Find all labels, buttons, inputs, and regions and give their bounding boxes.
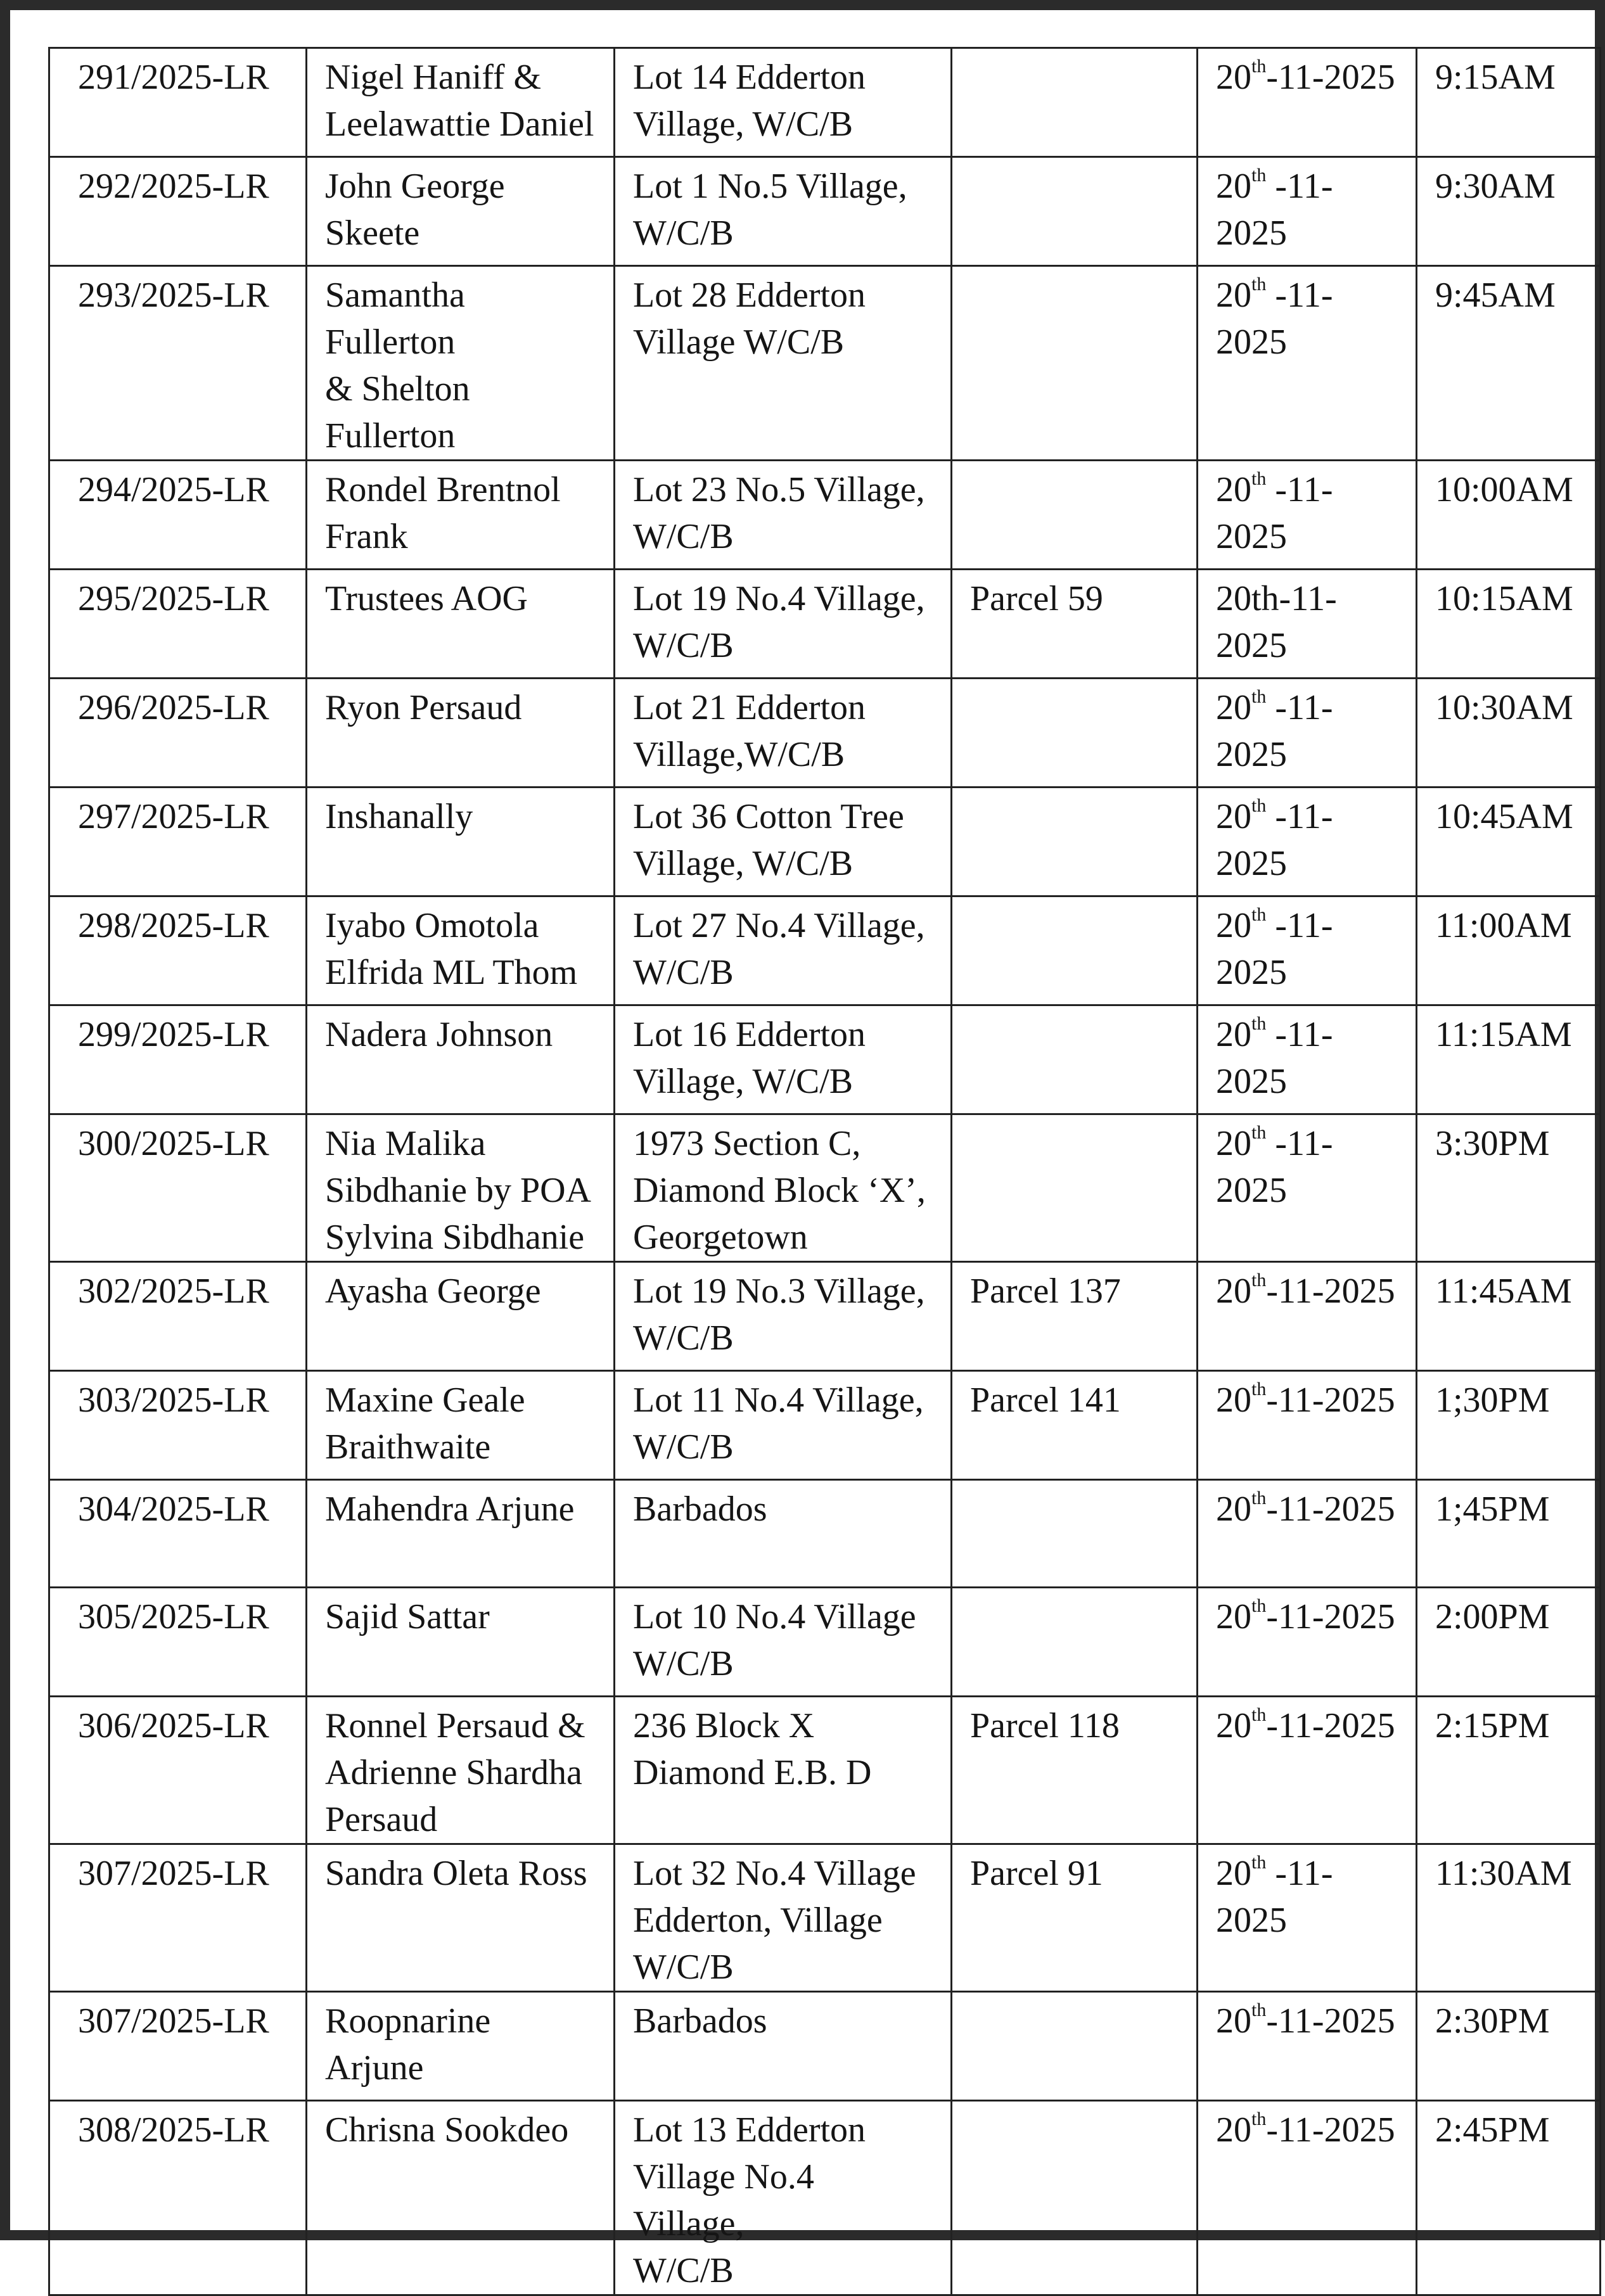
applicant-name-cell: John George Skeete	[307, 157, 615, 266]
property-address-cell: Lot 19 No.4 Village, W/C/B	[615, 570, 952, 679]
date-month-year: -11-2025	[1216, 688, 1333, 774]
date-ordinal-suffix: th	[1251, 1270, 1267, 1291]
table-row	[49, 1588, 1601, 1697]
parcel-cell	[952, 2101, 1198, 2295]
parcel-cell: Parcel 91	[952, 1844, 1198, 1992]
parcel-cell: Parcel 59	[952, 570, 1198, 679]
case-number-cell: 306/2025-LR	[49, 1697, 307, 1844]
date-day: 20	[1216, 2001, 1251, 2041]
property-address-cell: Lot 13 Edderton Village No.4 Village, W/C/B	[615, 2101, 952, 2295]
case-number-cell: 291/2025-LR	[49, 48, 307, 157]
hearing-time-cell: 9:45AM	[1417, 266, 1601, 461]
hearing-time-cell: 11:45AM	[1417, 1262, 1601, 1371]
date-month-year: -11-2025	[1266, 58, 1395, 97]
property-address-cell: Lot 21 Edderton Village,W/C/B	[615, 679, 952, 788]
date-day: 20	[1216, 276, 1251, 315]
hearing-date-cell	[1198, 1992, 1417, 2101]
table-row	[49, 570, 1601, 679]
date-day: 20	[1216, 470, 1251, 509]
parcel-cell: Parcel 141	[952, 1371, 1198, 1480]
case-number-cell: 299/2025-LR	[49, 1005, 307, 1114]
date-ordinal-suffix: th	[1251, 274, 1267, 295]
case-number-cell: 308/2025-LR	[49, 2101, 307, 2295]
hearing-time-cell: 11:00AM	[1417, 896, 1601, 1005]
hearing-date-cell	[1198, 1262, 1417, 1371]
date-month-year: -11-2025	[1216, 470, 1333, 556]
date-ordinal-suffix: th	[1251, 468, 1267, 489]
table-row	[49, 1114, 1601, 1262]
hearing-time-cell: 3:30PM	[1417, 1114, 1601, 1262]
applicant-name-cell: Ayasha George	[307, 1262, 615, 1371]
date-day: 20	[1216, 1381, 1251, 1420]
applicant-name-cell: Mahendra Arjune	[307, 1480, 615, 1588]
case-number-cell: 303/2025-LR	[49, 1371, 307, 1480]
date-month-year: -11-2025	[1216, 906, 1333, 992]
hearing-time-cell: 1;45PM	[1417, 1480, 1601, 1588]
property-address-cell: Barbados	[615, 1480, 952, 1588]
table-row	[49, 679, 1601, 788]
date-month-year: -11-2025	[1216, 797, 1333, 883]
date-month-year: -11-2025	[1216, 167, 1333, 253]
applicant-name-cell: Sandra Oleta Ross	[307, 1844, 615, 1992]
hearing-date-cell	[1198, 2101, 1417, 2295]
hearing-date-cell	[1198, 266, 1417, 461]
schedule-body	[49, 48, 1601, 2295]
date-day: 20	[1216, 688, 1251, 727]
hearing-time-cell: 2:15PM	[1417, 1697, 1601, 1844]
case-number-cell: 307/2025-LR	[49, 1992, 307, 2101]
date-ordinal-suffix: th	[1251, 1704, 1267, 1725]
date-month-year: -11-2025	[1266, 1272, 1395, 1311]
hearing-time-cell: 10:15AM	[1417, 570, 1601, 679]
parcel-cell	[952, 1005, 1198, 1114]
date-month-year: -11-2025	[1266, 1706, 1395, 1745]
parcel-cell	[952, 266, 1198, 461]
table-row	[49, 266, 1601, 461]
date-ordinal-suffix: th	[1251, 1488, 1267, 1508]
parcel-cell: Parcel 137	[952, 1262, 1198, 1371]
property-address-cell: Lot 27 No.4 Village, W/C/B	[615, 896, 952, 1005]
date-ordinal-suffix: th	[1251, 1379, 1267, 1400]
applicant-name-cell: Nigel Haniff & Leelawattie Daniel	[307, 48, 615, 157]
property-address-cell: 1973 Section C, Diamond Block ‘X’, Georgetown	[615, 1114, 952, 1262]
case-number-cell: 297/2025-LR	[49, 788, 307, 896]
property-address-cell: Lot 11 No.4 Village, W/C/B	[615, 1371, 952, 1480]
date-ordinal-suffix: th	[1251, 1122, 1267, 1143]
parcel-cell: Parcel 118	[952, 1697, 1198, 1844]
case-number-cell: 305/2025-LR	[49, 1588, 307, 1697]
date-month-year: -11-2025	[1266, 2001, 1395, 2041]
parcel-cell	[952, 461, 1198, 570]
case-number-cell: 298/2025-LR	[49, 896, 307, 1005]
table-row	[49, 1262, 1601, 1371]
table-row	[49, 1992, 1601, 2101]
applicant-name-cell: Rondel Brentnol Frank	[307, 461, 615, 570]
hearing-time-cell: 9:30AM	[1417, 157, 1601, 266]
case-number-cell: 294/2025-LR	[49, 461, 307, 570]
case-number-cell: 293/2025-LR	[49, 266, 307, 461]
date-month-year: -11-2025	[1216, 276, 1333, 362]
property-address-cell: Lot 36 Cotton Tree Village, W/C/B	[615, 788, 952, 896]
date-day: 20	[1216, 167, 1251, 206]
table-row	[49, 48, 1601, 157]
date-ordinal-suffix: th	[1251, 795, 1267, 816]
hearing-date-cell	[1198, 1697, 1417, 1844]
table-row	[49, 1844, 1601, 1992]
date-day: 20	[1216, 797, 1251, 836]
case-number-cell: 295/2025-LR	[49, 570, 307, 679]
date-day: 20	[1216, 1597, 1251, 1636]
parcel-cell	[952, 157, 1198, 266]
hearing-time-cell: 10:30AM	[1417, 679, 1601, 788]
applicant-name-cell: Nia Malika Sibdhanie by POA Sylvina Sibdhanie	[307, 1114, 615, 1262]
hearing-time-cell: 2:00PM	[1417, 1588, 1601, 1697]
hearing-schedule-table	[48, 47, 1601, 2296]
table-row	[49, 1005, 1601, 1114]
date-month-year: -11-2025	[1216, 1854, 1333, 1940]
table-row	[49, 461, 1601, 570]
parcel-cell	[952, 48, 1198, 157]
hearing-date-cell	[1198, 1371, 1417, 1480]
date-day: 20	[1216, 1489, 1251, 1529]
property-address-cell: Lot 14 Edderton Village, W/C/B	[615, 48, 952, 157]
parcel-cell	[952, 1588, 1198, 1697]
hearing-time-cell: 10:45AM	[1417, 788, 1601, 896]
parcel-cell	[952, 896, 1198, 1005]
applicant-name-cell: Inshanally	[307, 788, 615, 896]
case-number-cell: 300/2025-LR	[49, 1114, 307, 1262]
hearing-date-cell	[1198, 1114, 1417, 1262]
table-row	[49, 1480, 1601, 1588]
date-month-year: -11-2025	[1266, 1597, 1395, 1636]
hearing-time-cell: 9:15AM	[1417, 48, 1601, 157]
hearing-time-cell: 11:15AM	[1417, 1005, 1601, 1114]
parcel-cell	[952, 1114, 1198, 1262]
date-month-year: -11-2025	[1216, 1015, 1333, 1101]
applicant-name-cell: Nadera Johnson	[307, 1005, 615, 1114]
table-row	[49, 1371, 1601, 1480]
hearing-date-cell	[1198, 1005, 1417, 1114]
hearing-date-cell	[1198, 157, 1417, 266]
hearing-date-cell	[1198, 1844, 1417, 1992]
hearing-time-cell: 1;30PM	[1417, 1371, 1601, 1480]
property-address-cell: Barbados	[615, 1992, 952, 2101]
hearing-date-cell	[1198, 679, 1417, 788]
date-day: 20	[1216, 58, 1251, 97]
date-day: 20th-11-2025	[1216, 579, 1337, 665]
date-day: 20	[1216, 1015, 1251, 1054]
applicant-name-cell: Roopnarine Arjune	[307, 1992, 615, 2101]
parcel-cell	[952, 1480, 1198, 1588]
applicant-name-cell: Maxine Geale Braithwaite	[307, 1371, 615, 1480]
parcel-cell	[952, 788, 1198, 896]
hearing-time-cell: 2:30PM	[1417, 1992, 1601, 2101]
hearing-time-cell: 10:00AM	[1417, 461, 1601, 570]
date-day: 20	[1216, 1124, 1251, 1163]
table-row	[49, 1697, 1601, 1844]
property-address-cell: Lot 28 Edderton Village W/C/B	[615, 266, 952, 461]
hearing-date-cell	[1198, 788, 1417, 896]
table-row	[49, 788, 1601, 896]
hearing-date-cell	[1198, 461, 1417, 570]
date-ordinal-suffix: th	[1251, 1595, 1267, 1616]
parcel-cell	[952, 679, 1198, 788]
hearing-date-cell	[1198, 1588, 1417, 1697]
case-number-cell: 292/2025-LR	[49, 157, 307, 266]
hearing-date-cell	[1198, 896, 1417, 1005]
date-ordinal-suffix: th	[1251, 904, 1267, 925]
date-month-year: -11-2025	[1266, 2110, 1395, 2150]
property-address-cell: Lot 10 No.4 Village W/C/B	[615, 1588, 952, 1697]
applicant-name-cell: Chrisna Sookdeo	[307, 2101, 615, 2295]
date-month-year: -11-2025	[1266, 1381, 1395, 1420]
applicant-name-cell: Sajid Sattar	[307, 1588, 615, 1697]
case-number-cell: 304/2025-LR	[49, 1480, 307, 1588]
hearing-time-cell: 2:45PM	[1417, 2101, 1601, 2295]
date-day: 20	[1216, 1272, 1251, 1311]
table-row	[49, 2101, 1601, 2295]
hearing-date-cell	[1198, 570, 1417, 679]
property-address-cell: Lot 1 No.5 Village, W/C/B	[615, 157, 952, 266]
date-day: 20	[1216, 906, 1251, 945]
table-row	[49, 896, 1601, 1005]
applicant-name-cell: Ronnel Persaud & Adrienne Shardha Persaud	[307, 1697, 615, 1844]
case-number-cell: 302/2025-LR	[49, 1262, 307, 1371]
property-address-cell: Lot 23 No.5 Village, W/C/B	[615, 461, 952, 570]
date-month-year: -11-2025	[1266, 1489, 1395, 1529]
applicant-name-cell: Trustees AOG	[307, 570, 615, 679]
date-day: 20	[1216, 2110, 1251, 2150]
date-ordinal-suffix: th	[1251, 1013, 1267, 1034]
applicant-name-cell: Ryon Persaud	[307, 679, 615, 788]
parcel-cell	[952, 1992, 1198, 2101]
applicant-name-cell: Iyabo Omotola Elfrida ML Thom	[307, 896, 615, 1005]
date-month-year: -11-2025	[1216, 1124, 1333, 1210]
applicant-name-cell: Samantha Fullerton & Shelton Fullerton	[307, 266, 615, 461]
property-address-cell: Lot 19 No.3 Village, W/C/B	[615, 1262, 952, 1371]
date-ordinal-suffix: th	[1251, 2108, 1267, 2129]
hearing-date-cell	[1198, 48, 1417, 157]
case-number-cell: 307/2025-LR	[49, 1844, 307, 1992]
property-address-cell: Lot 32 No.4 Village Edderton, Village W/C/B	[615, 1844, 952, 1992]
date-ordinal-suffix: th	[1251, 165, 1267, 186]
date-ordinal-suffix: th	[1251, 1999, 1267, 2020]
date-ordinal-suffix: th	[1251, 56, 1267, 77]
case-number-cell: 296/2025-LR	[49, 679, 307, 788]
date-day: 20	[1216, 1854, 1251, 1893]
date-day: 20	[1216, 1706, 1251, 1745]
hearing-date-cell	[1198, 1480, 1417, 1588]
property-address-cell: 236 Block X Diamond E.B. D	[615, 1697, 952, 1844]
property-address-cell: Lot 16 Edderton Village, W/C/B	[615, 1005, 952, 1114]
hearing-time-cell: 11:30AM	[1417, 1844, 1601, 1992]
date-ordinal-suffix: th	[1251, 686, 1267, 707]
table-row	[49, 157, 1601, 266]
date-ordinal-suffix: th	[1251, 1852, 1267, 1873]
